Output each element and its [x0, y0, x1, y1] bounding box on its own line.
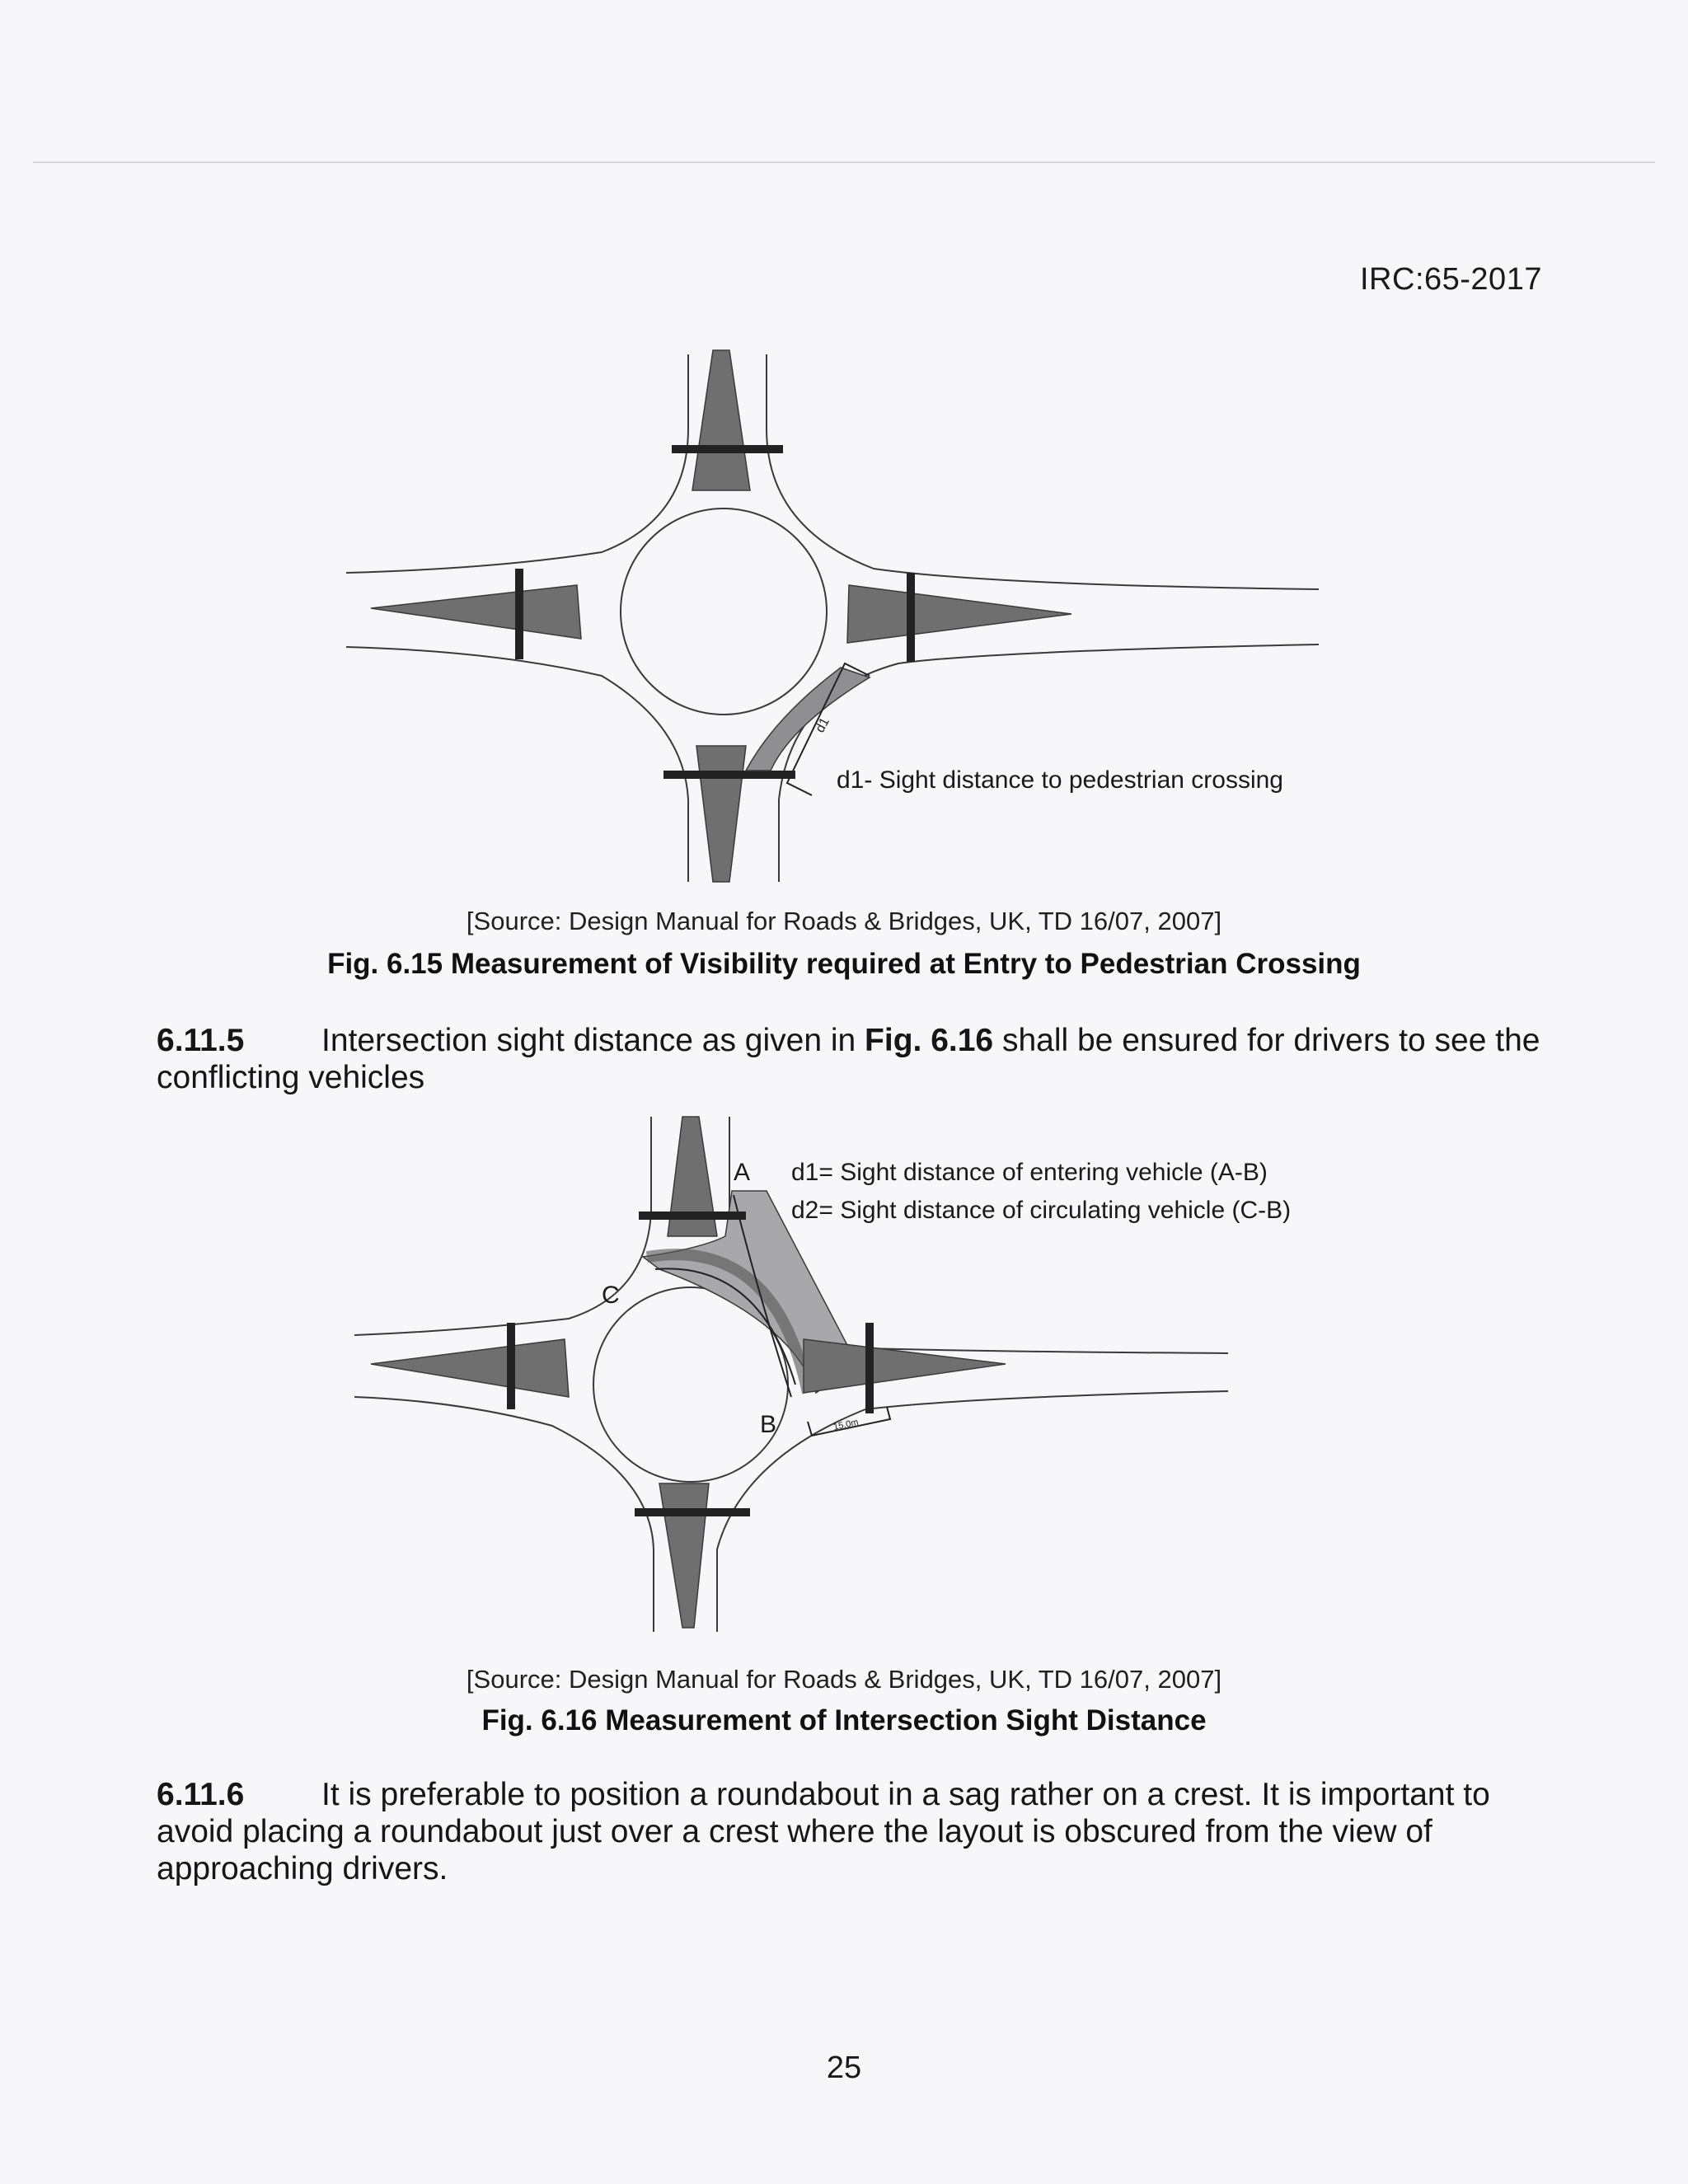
central-island	[621, 509, 827, 715]
figure-6-15-source: [Source: Design Manual for Roads & Bridges, UK, TD 16/07, 2007]	[466, 907, 1222, 935]
splitter-west	[371, 585, 581, 639]
paragraph-text-after: shall be ensured for drivers to see the conflicting vehicles	[157, 1023, 1540, 1095]
legend-d1: d1= Sight distance of entering vehicle (A-B)	[791, 1159, 1268, 1186]
splitter-east	[804, 1339, 1006, 1393]
dimension-d1-text: d1	[813, 715, 832, 735]
crossing-east	[907, 573, 915, 662]
crossing-north	[672, 445, 783, 453]
paragraph-6-11-6	[157, 1776, 1541, 1887]
figure-6-15-caption: Fig. 6.15 Measurement of Visibility required at Entry to Pedestrian Crossing	[327, 948, 1361, 980]
crossing-south	[663, 771, 795, 779]
splitter-south	[659, 1483, 709, 1628]
crossing-west	[507, 1323, 515, 1409]
point-c-label: C	[602, 1282, 620, 1309]
header-rule	[33, 162, 1655, 163]
paragraph-number: 6.11.5	[157, 1023, 245, 1058]
paragraph-6-11-5	[157, 1022, 1541, 1096]
dimension-text: 15.0m	[832, 1417, 860, 1432]
crossing-east	[865, 1323, 874, 1413]
figure-6-16	[330, 1113, 1401, 1640]
splitter-north	[692, 350, 750, 490]
figure-6-15	[330, 338, 1352, 890]
crossing-north	[639, 1212, 746, 1220]
road-edge-sw	[346, 647, 688, 882]
figure-6-16-caption: Fig. 6.16 Measurement of Intersection Sight Distance	[481, 1704, 1207, 1736]
crossing-west	[515, 569, 523, 659]
road-edge-ne	[767, 354, 1319, 589]
roundabout-diagram-2	[330, 1113, 1401, 1640]
label-d1: d1- Sight distance to pedestrian crossing	[837, 766, 1283, 794]
paragraph-text: It is preferable to position a roundabout in a sag rather on a crest. It is important to avoid placing a roundabout just over a crest where the layout is obscured from the view of approaching drivers.	[157, 1777, 1490, 1886]
paragraph-number: 6.11.6	[157, 1777, 245, 1812]
road-edge-se	[717, 1391, 1228, 1632]
roundabout-diagram-1	[330, 338, 1352, 890]
splitter-east	[847, 585, 1071, 643]
figure-reference: Fig. 6.16	[865, 1023, 994, 1058]
splitter-west	[371, 1339, 569, 1397]
road-edge-nw	[346, 354, 688, 573]
legend-d2: d2= Sight distance of circulating vehicle (C-B)	[791, 1197, 1292, 1224]
page-number: 25	[826, 2050, 862, 2085]
splitter-south	[696, 746, 746, 882]
point-b-label: B	[760, 1411, 777, 1438]
paragraph-text-before: Intersection sight distance as given in	[321, 1023, 865, 1058]
figure-6-16-source: [Source: Design Manual for Roads & Bridges, UK, TD 16/07, 2007]	[466, 1665, 1222, 1694]
point-a-label: A	[734, 1159, 751, 1186]
crossing-south	[635, 1508, 750, 1516]
document-code: IRC:65-2017	[1360, 262, 1542, 297]
